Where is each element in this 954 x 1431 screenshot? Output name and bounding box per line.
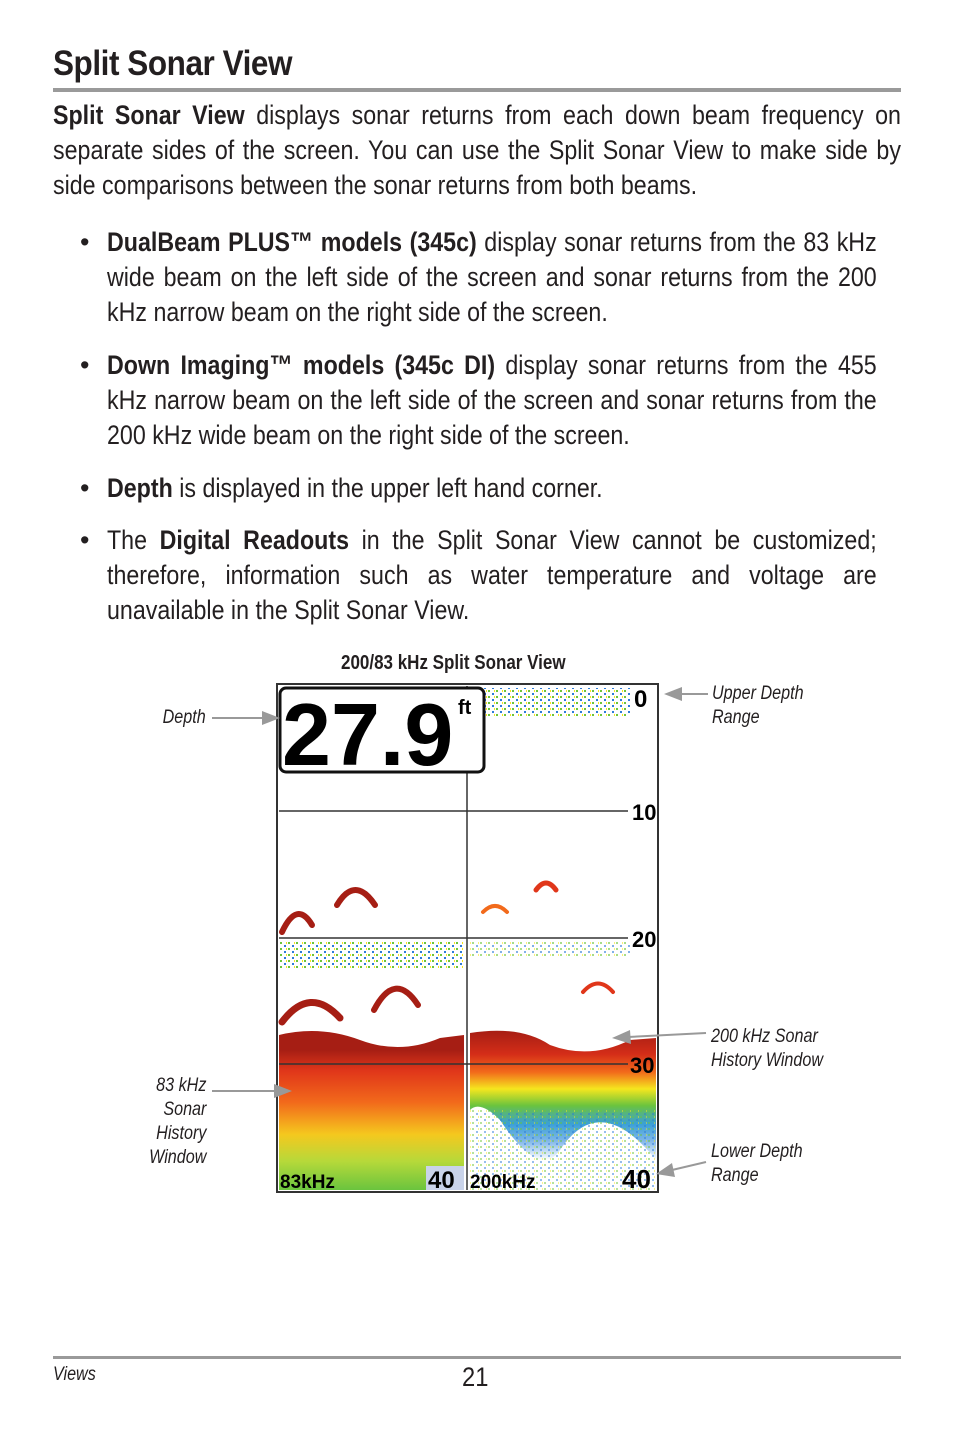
depth-readout: 27.9 — [282, 685, 454, 784]
callout-line: 83 kHz — [155, 1075, 206, 1096]
bullet-4-prefix: The — [107, 525, 160, 555]
page-number: 21 — [462, 1362, 489, 1392]
scale-label-30: 30 — [630, 1053, 655, 1078]
page-title: Split Sonar View — [53, 44, 293, 83]
arrow-lower-range — [672, 1162, 706, 1170]
left-lower-range: 40 — [428, 1167, 455, 1194]
bullet-2-text: display sonar returns from the 455 kHz narrow beam on the left side of the screen and sonar returns from the 200 kHz wide beam on the right side of the screen. — [107, 350, 877, 450]
surface-clutter — [470, 688, 630, 716]
callout-depth: Depth — [162, 707, 206, 728]
bullet-4-text: in the Split Sonar View cannot be customized; therefore, information such as water temperature and voltage are unavailable in the Split Sonar View. — [107, 525, 877, 625]
right-frequency-label: 200kHz — [470, 1172, 536, 1193]
bullet-2-bold: Down Imaging™ models (345c DI) — [107, 350, 496, 380]
bullet-4-bold: Digital Readouts — [159, 525, 349, 555]
bullet-dot: • — [80, 350, 90, 380]
bullet-dot: • — [80, 525, 90, 555]
callout-line: Lower Depth — [711, 1141, 803, 1162]
thermocline-left — [280, 942, 464, 968]
depth-unit: ft — [458, 697, 472, 719]
scale-label-20: 20 — [632, 927, 657, 952]
intro-text: displays sonar returns from each down beam frequency on separate sides of the screen. You can use the Split Sonar View to make side by side comparisons between the sonar returns from both beams. — [53, 100, 901, 200]
bullet-dot: • — [80, 473, 90, 503]
bullet-1-text: display sonar returns from the 83 kHz wide beam on the left side of the screen and sonar returns from the 200 kHz narrow beam on the right side of the screen. — [107, 227, 877, 327]
bullet-1-bold: DualBeam PLUS™ models (345c) — [107, 227, 477, 257]
callout-line: History Window — [711, 1050, 824, 1071]
callout-200khz-window — [711, 1025, 823, 1073]
intro-bold: Split Sonar View — [53, 100, 245, 130]
scale-label-0: 0 — [634, 686, 648, 713]
bullet-3-text: is displayed in the upper left hand corner. — [172, 473, 603, 503]
callout-83khz-window — [149, 1074, 206, 1170]
figure-caption: 200/83 kHz Split Sonar View — [341, 652, 566, 674]
callout-line: Window — [148, 1147, 206, 1168]
callout-line: Sonar — [162, 1099, 206, 1120]
callout-line: Upper Depth — [712, 683, 804, 704]
callout-line: Range — [711, 1165, 759, 1186]
callout-line: Range — [712, 707, 760, 728]
callout-upper-depth-range — [712, 682, 804, 730]
bullet-dot: • — [80, 227, 90, 257]
arrow-head — [664, 687, 682, 701]
callout-lower-depth-range — [711, 1140, 803, 1188]
thermocline-right — [470, 942, 630, 956]
scale-label-10: 10 — [632, 800, 657, 825]
footer-section: Views — [53, 1364, 96, 1385]
callout-line: 200 kHz Sonar — [711, 1026, 818, 1047]
right-lower-range: 40 — [622, 1164, 651, 1194]
callout-line: History — [155, 1123, 206, 1144]
bullet-3-bold: Depth — [107, 473, 173, 503]
left-frequency-label: 83kHz — [280, 1172, 335, 1193]
footer-rule — [53, 1356, 901, 1359]
